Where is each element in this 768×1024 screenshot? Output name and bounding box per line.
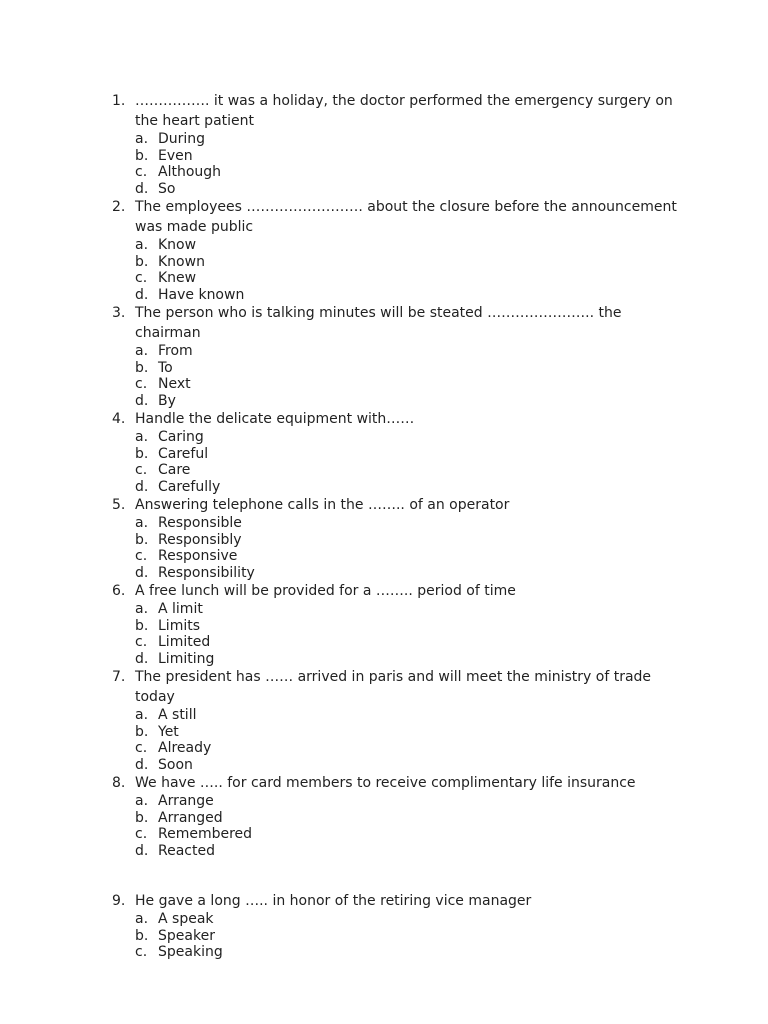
option-letter: d. [135, 756, 149, 773]
option-c [135, 826, 677, 843]
option-text: Limiting [158, 650, 215, 667]
option-letter: d. [135, 842, 149, 859]
option-d [135, 843, 677, 860]
option-letter: b. [135, 531, 149, 548]
option-list [135, 131, 677, 197]
option-letter: d. [135, 650, 149, 667]
option-b [135, 724, 677, 741]
option-letter: c. [135, 376, 148, 392]
option-c [135, 270, 677, 287]
option-text: Caring [158, 429, 204, 445]
question-text: We have ….. for card members to receive complimentary life insurance [135, 775, 636, 791]
option-b [135, 254, 677, 271]
option-a [135, 429, 677, 446]
question-number: 9. [112, 893, 126, 909]
option-letter: c. [135, 634, 148, 650]
option-text: Careful [158, 445, 209, 462]
option-a [135, 237, 677, 254]
option-d [135, 651, 677, 668]
option-text: Speaking [158, 944, 223, 960]
option-text: Carefully [158, 478, 221, 495]
question-1 [112, 91, 677, 197]
option-letter: c. [135, 164, 148, 180]
option-list [135, 707, 677, 773]
option-list [135, 601, 677, 667]
question-text: A free lunch will be provided for a …….. period of time [135, 583, 516, 599]
option-text: During [158, 131, 206, 147]
option-text: Already [158, 740, 212, 756]
option-letter: b. [135, 809, 149, 826]
option-text: Knew [158, 270, 197, 286]
option-letter: a. [135, 911, 149, 927]
option-text: Soon [158, 756, 193, 773]
question-4 [112, 409, 677, 495]
question-number: 2. [112, 199, 126, 215]
option-text: Reacted [158, 842, 215, 859]
option-text: So [158, 180, 176, 197]
option-text: By [158, 392, 176, 409]
question-text: Handle the delicate equipment with…… [135, 411, 415, 427]
option-text: Responsive [158, 548, 238, 564]
option-letter: c. [135, 944, 148, 960]
option-letter: b. [135, 445, 149, 462]
option-d [135, 181, 677, 198]
option-text: Know [158, 237, 197, 253]
question-3 [112, 303, 677, 409]
question-8 [112, 773, 677, 859]
option-letter: d. [135, 478, 149, 495]
option-text: Speaker [158, 927, 215, 944]
option-text: Arrange [158, 793, 214, 809]
question-number: 8. [112, 775, 126, 791]
option-text: Yet [158, 723, 179, 740]
option-b [135, 928, 677, 945]
question-number: 3. [112, 305, 126, 321]
option-list [135, 911, 677, 961]
option-letter: b. [135, 147, 149, 164]
option-a [135, 131, 677, 148]
option-letter: a. [135, 237, 149, 253]
option-letter: b. [135, 927, 149, 944]
option-c [135, 634, 677, 651]
option-text: Care [158, 462, 191, 478]
option-letter: d. [135, 564, 149, 581]
option-d [135, 479, 677, 496]
option-text: Have known [158, 286, 245, 303]
option-text: Even [158, 147, 193, 164]
question-text: ……………. it was a holiday, the doctor performed the emergency surgery on the heart patient [135, 93, 673, 129]
option-letter: a. [135, 515, 149, 531]
option-letter: c. [135, 826, 148, 842]
option-d [135, 287, 677, 304]
option-letter: d. [135, 180, 149, 197]
question-number: 4. [112, 411, 126, 427]
option-a [135, 601, 677, 618]
question-text: The president has …… arrived in paris and will meet the ministry of trade today [135, 669, 652, 705]
option-c [135, 740, 677, 757]
question-text: The person who is talking minutes will be steated ………………….. the chairman [135, 305, 622, 341]
option-list [135, 515, 677, 581]
question-number: 1. [112, 93, 126, 109]
option-b [135, 148, 677, 165]
option-letter: c. [135, 462, 148, 478]
question-number: 5. [112, 497, 126, 513]
option-d [135, 757, 677, 774]
option-text: To [158, 359, 173, 376]
question-number: 7. [112, 669, 126, 685]
question-9 [112, 891, 677, 961]
option-d [135, 565, 677, 582]
option-list [135, 793, 677, 859]
option-text: Next [158, 376, 191, 392]
option-b [135, 618, 677, 635]
option-text: Responsibly [158, 531, 242, 548]
option-b [135, 360, 677, 377]
option-letter: a. [135, 131, 149, 147]
option-list [135, 429, 677, 495]
option-d [135, 393, 677, 410]
option-b [135, 446, 677, 463]
option-text: From [158, 343, 193, 359]
option-list [135, 343, 677, 409]
option-letter: a. [135, 601, 149, 617]
question-text: He gave a long ….. in honor of the retiring vice manager [135, 893, 532, 909]
option-text: Remembered [158, 826, 253, 842]
option-a [135, 515, 677, 532]
option-b [135, 532, 677, 549]
question-7 [112, 667, 677, 773]
option-b [135, 810, 677, 827]
option-text: Although [158, 164, 222, 180]
option-c [135, 462, 677, 479]
option-c [135, 376, 677, 393]
option-letter: a. [135, 343, 149, 359]
option-letter: a. [135, 793, 149, 809]
option-text: Known [158, 253, 205, 270]
option-text: Limited [158, 634, 211, 650]
option-letter: c. [135, 740, 148, 756]
option-c [135, 548, 677, 565]
option-letter: c. [135, 548, 148, 564]
option-text: Responsible [158, 515, 242, 531]
option-letter: b. [135, 723, 149, 740]
option-text: Responsibility [158, 564, 255, 581]
option-letter: b. [135, 617, 149, 634]
question-5 [112, 495, 677, 581]
question-text: Answering telephone calls in the …….. of an operator [135, 497, 510, 513]
option-a [135, 707, 677, 724]
option-letter: c. [135, 270, 148, 286]
question-list [112, 91, 677, 961]
option-text: A still [158, 707, 197, 723]
option-letter: d. [135, 392, 149, 409]
option-c [135, 164, 677, 181]
option-a [135, 911, 677, 928]
question-2 [112, 197, 677, 303]
option-text: Limits [158, 617, 200, 634]
question-6 [112, 581, 677, 667]
option-letter: a. [135, 707, 149, 723]
option-text: A limit [158, 601, 203, 617]
option-letter: d. [135, 286, 149, 303]
question-number: 6. [112, 583, 126, 599]
option-list [135, 237, 677, 303]
option-text: A speak [158, 911, 214, 927]
option-c [135, 944, 677, 961]
option-a [135, 793, 677, 810]
question-text: The employees ……………………. about the closure before the announcement was made public [135, 199, 677, 235]
option-letter: b. [135, 359, 149, 376]
option-text: Arranged [158, 809, 223, 826]
option-letter: a. [135, 429, 149, 445]
option-a [135, 343, 677, 360]
option-letter: b. [135, 253, 149, 270]
